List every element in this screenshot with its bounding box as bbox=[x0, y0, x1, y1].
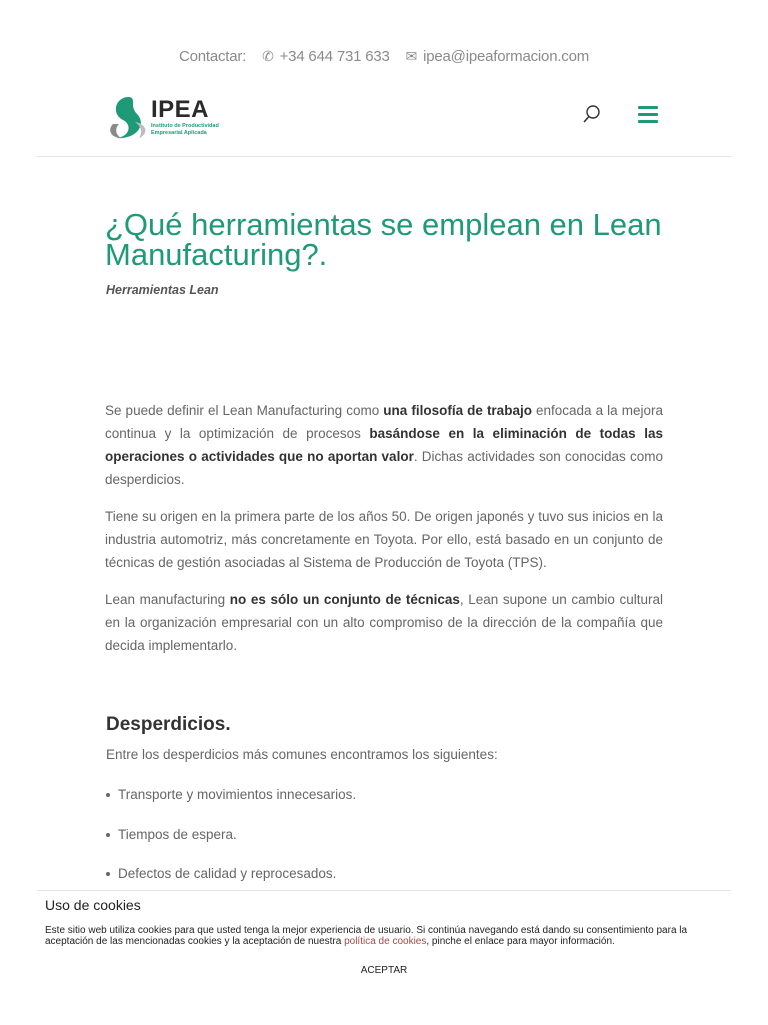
page-title: ¿Qué herramientas se emplean en Lean Manufacturing?. bbox=[105, 207, 662, 272]
paragraph-3: Lean manufacturing no es sólo un conjunto de técnicas, Lean supone un cambio cultural en la organización empresarial con un alto compromiso de la dirección de la compañía que decida implementarlo. bbox=[105, 592, 663, 653]
logo-name: IPEA bbox=[151, 96, 210, 123]
paragraph-1: Se puede definir el Lean Manufacturing como una filosofía de trabajo enfocada a la mejora continua y la optimización de procesos basándose en la eliminación de todas las operaciones o actividades que no aportan valor. Dichas actividades son conocidas como desperdicios. bbox=[105, 403, 663, 487]
accept-cookies-button[interactable]: ACEPTAR bbox=[360, 965, 408, 976]
paragraph-2: Tiene su origen en la primera parte de los años 50. De origen japonés y tuvo sus inicios en la industria automotriz, más concretamente en Toyota. Por ello, está basado en un conjunto de técnicas de gestión asociadas al Sistema de Producción de Toyota (TPS). bbox=[105, 509, 663, 570]
article-body bbox=[105, 399, 663, 671]
list-item: Transporte y movimientos innecesarios. bbox=[104, 782, 356, 822]
logo-mark-icon bbox=[107, 94, 151, 140]
page-subtitle: Herramientas Lean bbox=[106, 283, 219, 297]
cookie-text: Este sitio web utiliza cookies para que usted tenga la mejor experiencia de usuario. Si continúa navegando está dando su consentimiento para la aceptación de las mencionadas cookies y la aceptación de nuestra política de cookies, pinche el enlace para mayor información. bbox=[45, 925, 688, 947]
cookie-banner bbox=[37, 890, 731, 1025]
logo-tagline: Instituto de Productividad Empresarial Aplicada bbox=[151, 123, 219, 136]
section-heading: Desperdicios. bbox=[106, 714, 231, 735]
section-intro: Entre los desperdicios más comunes encontramos los siguientes: bbox=[106, 747, 498, 762]
contact-label: Contactar: bbox=[178, 47, 247, 65]
cookie-title: Uso de cookies bbox=[45, 897, 141, 913]
phone-icon: ✆ bbox=[262, 47, 274, 64]
logo[interactable] bbox=[107, 94, 227, 140]
search-icon[interactable] bbox=[582, 104, 602, 124]
cookie-policy-link[interactable]: política de cookies bbox=[344, 935, 427, 947]
email-link[interactable]: ipea@ipeaformacion.com bbox=[423, 47, 590, 65]
list-item: Defectos de calidad y reprocesados. bbox=[104, 861, 356, 901]
phone-link[interactable]: +34 644 731 633 bbox=[279, 47, 390, 65]
site-header bbox=[37, 80, 731, 157]
hamburger-menu-icon[interactable] bbox=[638, 106, 658, 123]
top-contact-bar bbox=[0, 47, 768, 65]
waste-list bbox=[104, 782, 356, 901]
list-item: Tiempos de espera. bbox=[104, 822, 356, 862]
email-icon: ✉ bbox=[405, 47, 418, 64]
